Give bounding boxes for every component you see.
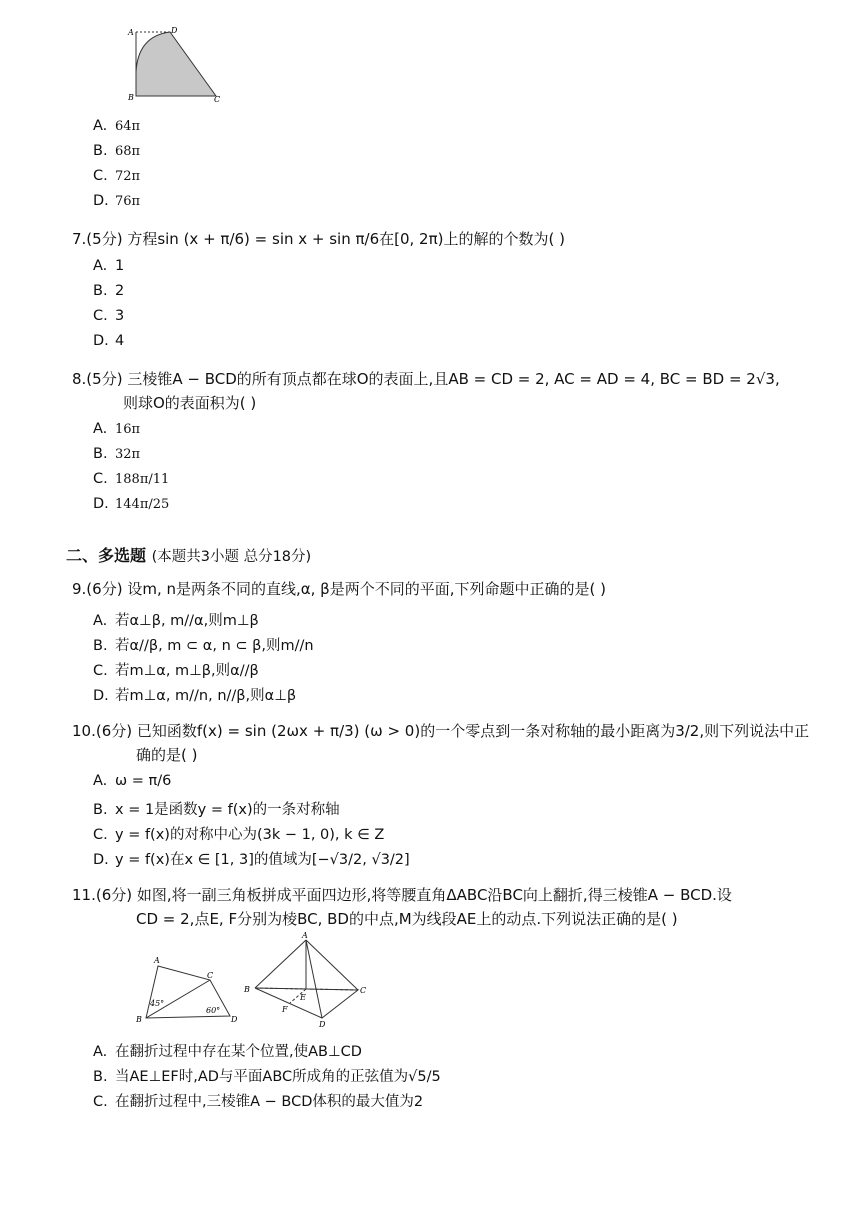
base-triangle — [255, 988, 358, 1018]
q11-tetrahedron-figure — [240, 930, 375, 1028]
option-text: 在翻折过程中,三棱锥A − BCD体积的最大值为2 — [115, 1094, 424, 1110]
q10-option-c[interactable] — [93, 823, 384, 844]
option-letter: C. — [93, 827, 108, 843]
option-text: 32π — [115, 447, 141, 462]
q6-option-d[interactable] — [93, 193, 140, 209]
section-subtitle: (本题共3小题 总分18分) — [151, 549, 312, 565]
q11-option-b[interactable] — [93, 1065, 441, 1086]
q10-stem-line2: 确的是( ) — [136, 746, 198, 764]
option-text: 64π — [115, 119, 141, 134]
label-a: A — [302, 931, 308, 940]
option-text: 若m⊥α, m⊥β,则α//β — [115, 663, 259, 679]
option-letter: A. — [93, 421, 108, 437]
q8-option-b[interactable] — [93, 446, 140, 462]
q6-option-b[interactable] — [93, 143, 140, 159]
q6-figure — [120, 22, 230, 106]
q9-option-d[interactable] — [93, 684, 296, 705]
option-letter: B. — [93, 283, 108, 299]
option-text: 76π — [115, 194, 141, 209]
q9-option-c[interactable] — [93, 659, 259, 680]
q11-stem-line2: CD = 2,点E, F分别为棱BC, BD的中点,M为线段AE上的动点.下列说法正确的是( ) — [136, 910, 678, 928]
option-text: 4 — [115, 333, 125, 349]
q11-option-c[interactable] — [93, 1090, 423, 1111]
q10-stem-line1: 10.(6分) 已知函数f(x) = sin (2ωx + π/3) (ω > 0)的一个零点到一条对称轴的最小距离为3/2,则下列说法中正 — [72, 722, 810, 740]
q8-stem-line1: 8.(5分) 三棱锥A − BCD的所有顶点都在球O的表面上,且AB = CD = 2, AC = AD = 4, BC = BD = 2√3, — [72, 370, 780, 388]
option-text: 若α//β, m ⊂ α, n ⊂ β,则m//n — [115, 638, 314, 654]
option-letter: B. — [93, 1069, 108, 1085]
label-d: D — [319, 1020, 326, 1028]
option-text: 68π — [115, 144, 141, 159]
label-c: C — [207, 971, 214, 980]
label-d: D — [171, 26, 178, 35]
angle-60: 60° — [206, 1006, 221, 1015]
option-letter: A. — [93, 258, 108, 274]
option-text: 在翻折过程中存在某个位置,使AB⊥CD — [115, 1044, 362, 1060]
option-text: x = 1是函数y = f(x)的一条对称轴 — [115, 802, 340, 818]
label-a: A — [128, 28, 134, 37]
option-text: 144π/25 — [115, 497, 170, 512]
q7-option-c[interactable] — [93, 308, 124, 324]
q7-option-d[interactable] — [93, 333, 124, 349]
label-d: D — [231, 1015, 238, 1024]
label-c: C — [214, 95, 221, 104]
option-letter: B. — [93, 143, 108, 159]
option-text: 1 — [115, 258, 125, 274]
q8-stem-line2: 则球O的表面积为( ) — [123, 394, 257, 412]
edge-ad — [306, 940, 322, 1018]
label-a: A — [154, 956, 160, 965]
q10-option-b[interactable] — [93, 798, 340, 819]
option-letter: C. — [93, 308, 108, 324]
option-text: ω = π/6 — [115, 773, 172, 789]
option-text: 当AE⊥EF时,AD与平面ABC所成角的正弦值为√5/5 — [115, 1069, 441, 1085]
option-letter: C. — [93, 168, 108, 184]
q7-option-b[interactable] — [93, 283, 124, 299]
option-letter: D. — [93, 688, 109, 704]
q10-option-d[interactable] — [93, 848, 410, 869]
label-e: E — [300, 993, 306, 1002]
option-letter: A. — [93, 1044, 108, 1060]
option-letter: A. — [93, 613, 108, 629]
option-letter: B. — [93, 446, 108, 462]
option-text: 3 — [115, 308, 125, 324]
q8-option-c[interactable] — [93, 471, 169, 487]
label-b: B — [128, 93, 134, 102]
option-letter: B. — [93, 802, 108, 818]
q11-option-a[interactable] — [93, 1040, 362, 1061]
option-text: 若m⊥α, m//n, n//β,则α⊥β — [115, 688, 297, 704]
label-b: B — [136, 1015, 142, 1024]
q10-option-a[interactable] — [93, 773, 171, 789]
q6-option-c[interactable] — [93, 168, 140, 184]
option-text: y = f(x)的对称中心为(3k − 1, 0), k ∈ Z — [115, 827, 385, 843]
label-b: B — [244, 985, 250, 994]
option-text: 72π — [115, 169, 141, 184]
option-letter: C. — [93, 471, 108, 487]
section-heading — [66, 543, 311, 566]
edge-ab — [255, 940, 306, 988]
option-letter: D. — [93, 333, 109, 349]
option-letter: A. — [93, 773, 108, 789]
option-text: 2 — [115, 283, 125, 299]
option-letter: C. — [93, 663, 108, 679]
q8-option-a[interactable] — [93, 421, 140, 437]
q7-stem: 7.(5分) 方程sin (x + π/6) = sin x + sin π/6在[0, 2π)上的解的个数为( ) — [72, 230, 565, 248]
label-f: F — [282, 1005, 288, 1014]
option-letter: D. — [93, 193, 109, 209]
option-letter: A. — [93, 118, 108, 134]
q6-option-a[interactable] — [93, 118, 140, 134]
q8-option-d[interactable] — [93, 496, 169, 512]
section-title: 二、多选题 — [66, 546, 147, 565]
option-letter: D. — [93, 496, 109, 512]
option-text: 16π — [115, 422, 141, 437]
q11-quadrilateral-figure — [130, 950, 245, 1030]
angle-45: 45° — [150, 999, 165, 1008]
option-text: 若α⊥β, m//α,则m⊥β — [115, 613, 259, 629]
q11-stem-line1: 11.(6分) 如图,将一副三角板拼成平面四边形,将等腰直角ΔABC沿BC向上翻折,得三棱锥A − BCD.设 — [72, 886, 732, 904]
option-text: 188π/11 — [115, 472, 170, 487]
label-c: C — [360, 986, 367, 995]
q9-option-a[interactable] — [93, 609, 259, 630]
q7-option-a[interactable] — [93, 258, 124, 274]
option-text: y = f(x)在x ∈ [1, 3]的值域为[−√3/2, √3/2] — [115, 852, 410, 868]
edge-ac — [306, 940, 358, 990]
option-letter: D. — [93, 852, 109, 868]
q9-option-b[interactable] — [93, 634, 314, 655]
q9-stem: 9.(6分) 设m, n是两条不同的直线,α, β是两个不同的平面,下列命题中正确的是( ) — [72, 580, 606, 598]
option-letter: B. — [93, 638, 108, 654]
option-letter: C. — [93, 1094, 108, 1110]
shaded-region — [136, 32, 216, 96]
